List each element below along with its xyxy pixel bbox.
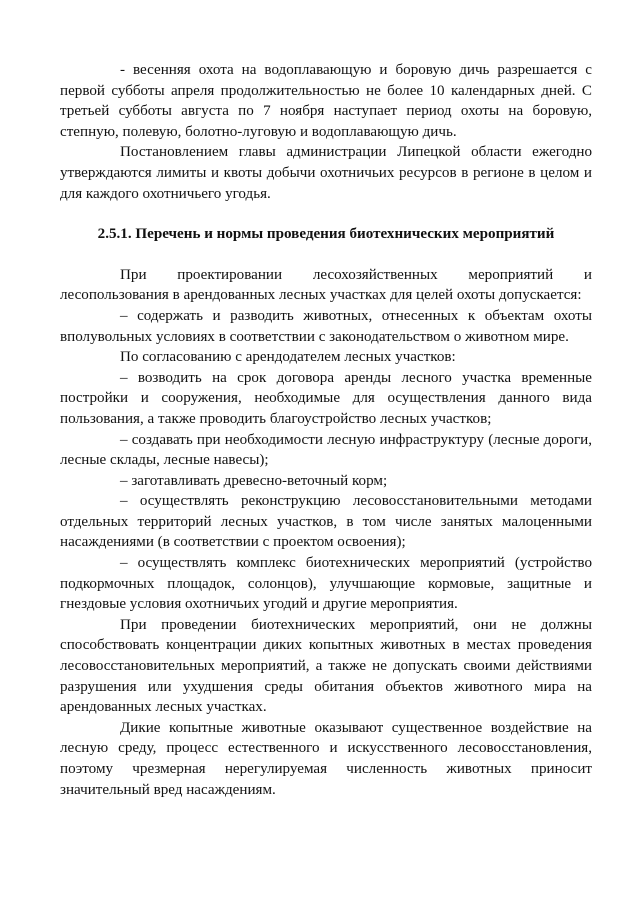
- section-heading: 2.5.1. Перечень и нормы проведения биотехнических мероприятий: [97, 226, 555, 243]
- list-item-buildings: – возводить на срок договора аренды лесного участка временные постройки и сооружения, необходимые для осуществления данного вида пользования, а также проводить благоустройство лесных участков;: [60, 369, 592, 427]
- list-item-biotech-complex: – осуществлять комплекс биотехнических мероприятий (устройство подкормочных площадок, солонцов), улучшающие кормовые, защитные и гнездовые условия охотничьих угодий и другие мероприятия.: [60, 555, 592, 613]
- paragraph-spring-hunting: - весенняя охота на водоплавающую и боровую дичь разрешается с первой субботы апреля продолжительностью не более 10 календарных дней. С третьей субботы августа по 7 ноября наступает период охоты на боровую, степную, полевую, болотно-луговую и водоплавающую дичь.: [60, 62, 592, 140]
- paragraph-ungulates: Дикие копытные животные оказывают существенное воздействие на лесную среду, процесс естественного и искусственного лесовосстановления, поэтому чрезмерная нерегулируемая численность животных приносит значительный вред насаждениям.: [60, 719, 592, 798]
- paragraph-limits-quotas: Постановлением главы администрации Липецкой области ежегодно утверждаются лимиты и квоты добычи охотничьих ресурсов в регионе в целом и для каждого охотничьего угодья.: [60, 144, 592, 202]
- paragraph-biotech-conduct: При проведении биотехнических мероприятий, они не должны способствовать концентрации диких копытных животных в местах проведения лесовосстановительных мероприятий, а также не допускать своими действиями разрушения или ухудшения среды обитания объектов животного мира на арендованных лесных участках.: [60, 616, 592, 716]
- list-item-infrastructure: – создавать при необходимости лесную инфраструктуру (лесные дороги, лесные склады, лесные навесы);: [60, 431, 592, 469]
- list-item-reconstruction: – осуществлять реконструкцию лесовосстановительными методами отдельных территорий лесных участков, в том числе занятых малоценными насаждениями (в соответствии с проектом освоения);: [60, 493, 592, 551]
- paragraph-design-intro: При проектировании лесохозяйственных мероприятий и лесопользования в арендованных лесных участках для целей охоты допускается:: [60, 266, 592, 304]
- list-item-forage: – заготавливать древесно-веточный корм;: [120, 472, 388, 489]
- paragraph-agreement: По согласованию с арендодателем лесных участков:: [120, 349, 456, 366]
- list-item-keep-animals: – содержать и разводить животных, отнесенных к объектам охоты вполувольных условиях в соответствии с законодательством о животном мире.: [60, 307, 592, 345]
- spacer: [60, 204, 592, 224]
- spacer: [60, 245, 592, 265]
